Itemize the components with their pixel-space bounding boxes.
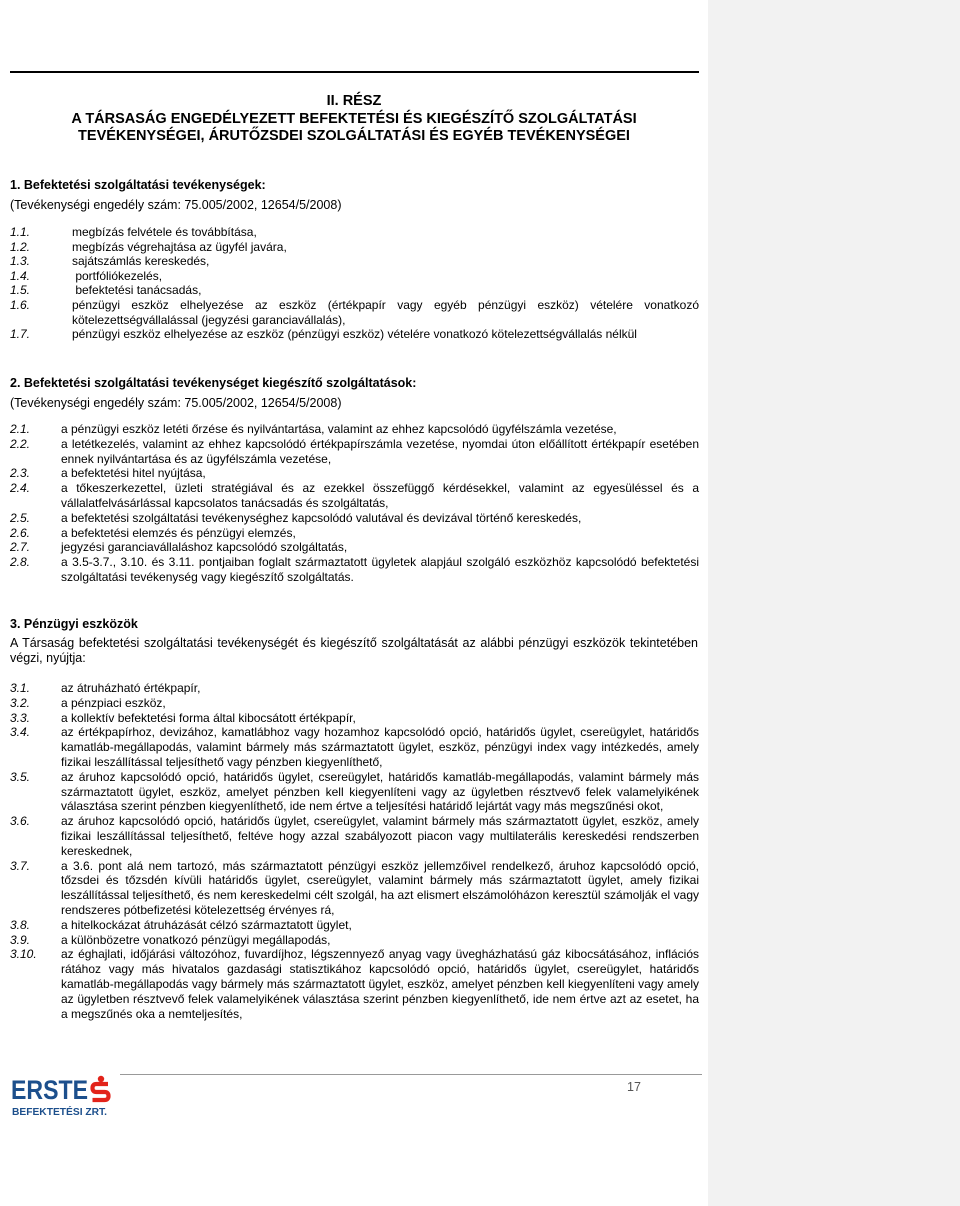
comment-margin-pane bbox=[708, 0, 960, 1206]
list-item bbox=[10, 933, 699, 948]
title-line: II. RÉSZ bbox=[326, 93, 382, 109]
list-item bbox=[10, 437, 699, 467]
item-text: jegyzési garanciavállaláshoz kapcsolódó szolgáltatás, bbox=[61, 540, 348, 555]
item-number: 1.7. bbox=[10, 327, 31, 342]
list-item bbox=[10, 859, 699, 918]
item-number: 1.6. bbox=[10, 297, 31, 312]
section3-heading: 3. Pénzügyi eszközök bbox=[10, 617, 138, 631]
item-number: 3.10. bbox=[10, 947, 37, 962]
item-number: 3.6. bbox=[10, 814, 31, 829]
list-item bbox=[10, 225, 699, 240]
item-text: a befektetési hitel nyújtása, bbox=[61, 466, 206, 481]
list-item bbox=[10, 947, 699, 1021]
item-text: sajátszámlás kereskedés, bbox=[72, 254, 210, 269]
item-text: a különbözetre vonatkozó pénzügyi megállapodás, bbox=[61, 932, 331, 947]
item-text: pénzügyi eszköz elhelyezése az eszköz (értékpapír vagy egyéb pénzügyi eszköz) vételére vonatkozó kötelezettségvállalással (jegyzési garanciavállalás), bbox=[72, 297, 699, 327]
list-item bbox=[10, 814, 699, 858]
list-item bbox=[10, 725, 699, 769]
item-number: 1.1. bbox=[10, 225, 31, 239]
item-text: az értékpapírhoz, devizához, kamatlábhoz vagy hozamhoz kapcsolódó opció, határidős ügylet, csereügylet, határidős kamatláb-megállapodás, valamint bármely más származtatott ügylet, eszköz, pénzügyi index vagy intézkedés, amely fizikai leszállítással teljesíthető vagy pénzben kiegyenlíthető, bbox=[61, 725, 699, 769]
item-number: 2.2. bbox=[10, 436, 31, 451]
item-number: 3.2. bbox=[10, 695, 31, 710]
section1-list bbox=[10, 225, 699, 342]
item-number: 3.9. bbox=[10, 932, 31, 947]
list-item bbox=[10, 526, 699, 541]
item-number: 2.3. bbox=[10, 466, 31, 481]
item-text: a befektetési szolgáltatási tevékenységhez kapcsolódó valutával és devizával történő kereskedés, bbox=[61, 510, 582, 525]
item-text: a letétkezelés, valamint az ehhez kapcsolódó értékpapírszámla vezetése, nyomdai úton előállított értékpapír esetében ennek nyilvántartása és az ügyfélszámla vezetése, bbox=[61, 436, 699, 466]
section2-heading: 2. Befektetési szolgáltatási tevékenységet kiegészítő szolgáltatások: bbox=[10, 376, 417, 390]
footer-rule bbox=[120, 1074, 702, 1075]
logo-wordmark: ERSTE bbox=[11, 1075, 88, 1105]
list-item bbox=[10, 481, 699, 511]
item-number: 3.4. bbox=[10, 725, 31, 740]
list-item bbox=[10, 555, 699, 585]
item-number: 2.1. bbox=[10, 422, 31, 436]
item-number: 3.7. bbox=[10, 858, 31, 873]
list-item bbox=[10, 696, 699, 711]
list-item bbox=[10, 540, 699, 555]
item-text: pénzügyi eszköz elhelyezése az eszköz (pénzügyi eszköz) vételére vonatkozó kötelezettségvállalás nélkül bbox=[72, 327, 637, 342]
section1-permit: (Tevékenységi engedély szám: 75.005/2002, 12654/5/2008) bbox=[10, 198, 342, 212]
item-text: az éghajlati, időjárási változóhoz, fuvardíjhoz, légszennyező anyag vagy üvegházhatású gáz kibocsátásához, inflációs rátához vagy más hivatalos gazdasági statisztikához kapcsolódó opció, határidős ügylet, csereügylet, határidős kamatláb-megállapodás vagy bármely más származtatott ügylet, eszköz, amelyet pénzben kell kiegyenlíteni vagy amely az ügyletben résztvevő felek valamelyikének választása szerint pénzben kiegyenlíthető, ide nem értve azt az esetet, ha a megszűnés oka a nemteljesítés, bbox=[61, 947, 699, 1021]
item-number: 3.5. bbox=[10, 769, 31, 784]
section2-list bbox=[10, 422, 699, 585]
item-number: 2.6. bbox=[10, 525, 31, 540]
item-number: 3.8. bbox=[10, 917, 31, 932]
list-item bbox=[10, 254, 699, 269]
list-item bbox=[10, 283, 699, 298]
item-text: a 3.5-3.7., 3.10. és 3.11. pontjaiban foglalt származtatott ügyletek alapjául szolgáló eszközhöz kapcsolódó befektetési szolgáltatási tevékenység vagy kiegészítő szolgáltatás. bbox=[61, 555, 699, 584]
section1-heading: 1. Befektetési szolgáltatási tevékenységek: bbox=[10, 178, 266, 192]
page-number: 17 bbox=[627, 1080, 641, 1094]
title-line: A TÁRSASÁG ENGEDÉLYEZETT BEFEKTETÉSI ÉS KIEGÉSZÍTŐ SZOLGÁLTATÁSI bbox=[71, 110, 637, 127]
item-number: 3.1. bbox=[10, 681, 31, 695]
list-item bbox=[10, 269, 699, 284]
list-item bbox=[10, 240, 699, 255]
item-text: portfóliókezelés, bbox=[72, 268, 163, 283]
item-number: 1.3. bbox=[10, 254, 31, 269]
item-text: a pénzügyi eszköz letéti őrzése és nyilvántartása, valamint az ehhez kapcsolódó ügyfélszámla vezetése, bbox=[61, 422, 617, 436]
part-title bbox=[0, 93, 708, 146]
item-number: 2.7. bbox=[10, 540, 31, 555]
item-text: az áruhoz kapcsolódó opció, határidős ügylet, csereügylet, valamint bármely más származtatott ügylet, eszköz, amely fizikai leszállítással teljesíthető, feltéve hogy azzal szabályozott piacon vagy multilaterális kereskedési rendszerben kereskednek, bbox=[61, 814, 699, 858]
item-number: 1.2. bbox=[10, 239, 31, 254]
item-text: megbízás végrehajtása az ügyfél javára, bbox=[72, 239, 287, 254]
item-number: 3.3. bbox=[10, 710, 31, 725]
list-item bbox=[10, 327, 699, 342]
item-text: a kollektív befektetési forma által kibocsátott értékpapír, bbox=[61, 710, 356, 725]
item-number: 1.5. bbox=[10, 283, 31, 298]
erste-s-symbol-icon bbox=[93, 1076, 109, 1100]
item-text: a befektetési elemzés és pénzügyi elemzés, bbox=[61, 525, 296, 540]
list-item bbox=[10, 918, 699, 933]
section3-intro: A Társaság befektetési szolgáltatási tevékenységét és kiegészítő szolgáltatását az alábbi pénzügyi eszközök tekintetében végzi, nyújtja: bbox=[10, 636, 698, 665]
list-item bbox=[10, 298, 699, 327]
item-number: 1.4. bbox=[10, 268, 31, 283]
list-item bbox=[10, 422, 699, 437]
list-item bbox=[10, 681, 699, 696]
title-line: TEVÉKENYSÉGEI, ÁRUTŐZSDEI SZOLGÁLTATÁSI ÉS EGYÉB TEVÉKENYSÉGEI bbox=[78, 128, 630, 144]
item-text: a pénzpiaci eszköz, bbox=[61, 695, 166, 710]
item-number: 2.8. bbox=[10, 555, 31, 570]
item-text: az átruházható értékpapír, bbox=[61, 681, 201, 695]
list-item bbox=[10, 511, 699, 526]
item-number: 2.5. bbox=[10, 510, 31, 525]
logo-subtext: BEFEKTETÉSI ZRT. bbox=[12, 1107, 105, 1118]
section3-list bbox=[10, 681, 699, 1021]
section2-permit: (Tevékenységi engedély szám: 75.005/2002, 12654/5/2008) bbox=[10, 396, 342, 410]
item-number: 2.4. bbox=[10, 481, 31, 496]
list-item bbox=[10, 466, 699, 481]
item-text: a tőkeszerkezettel, üzleti stratégiával és az ezekkel összefüggő kérdésekkel, valamint az egyesüléssel és a vállalatfelvásárlással kapcsolatos tanácsadás és szolgáltatás, bbox=[61, 481, 699, 510]
item-text: az áruhoz kapcsolódó opció, határidős ügylet, csereügylet, határidős kamatláb-megállapodás, valamint bármely más származtatott ügylet, eszköz, amelyet pénzben kell kiegyenlíteni vagy az ügyletben résztvevő felek valamelyikének választása szerint pénzben kiegyenlíthető, ide nem értve a teljesítési határidő lejártát vagy más megszűnési okot, bbox=[61, 769, 699, 814]
header-rule bbox=[10, 71, 699, 73]
item-text: megbízás felvétele és továbbítása, bbox=[72, 225, 257, 239]
item-text: befektetési tanácsadás, bbox=[72, 283, 202, 298]
item-text: a hitelkockázat átruházását célzó származtatott ügylet, bbox=[61, 917, 352, 932]
list-item bbox=[10, 711, 699, 726]
erste-logo bbox=[11, 1073, 111, 1118]
item-text: a 3.6. pont alá nem tartozó, más származtatott pénzügyi eszköz jellemzőivel rendelkező, áruhoz kapcsolódó opció, tőzsdei és tőzsdén kívüli határidős ügylet, csereügylet, valamint bármely más származtatott ügylet, amely fizikai leszállítással teljesíthető, és nem kereskedelmi célt szolgál, ha azt elismert elszámolóházon keresztül számolják el vagy rendszeres pótbefizetési kötelezettség érvényes rá, bbox=[61, 858, 699, 917]
list-item bbox=[10, 770, 699, 814]
